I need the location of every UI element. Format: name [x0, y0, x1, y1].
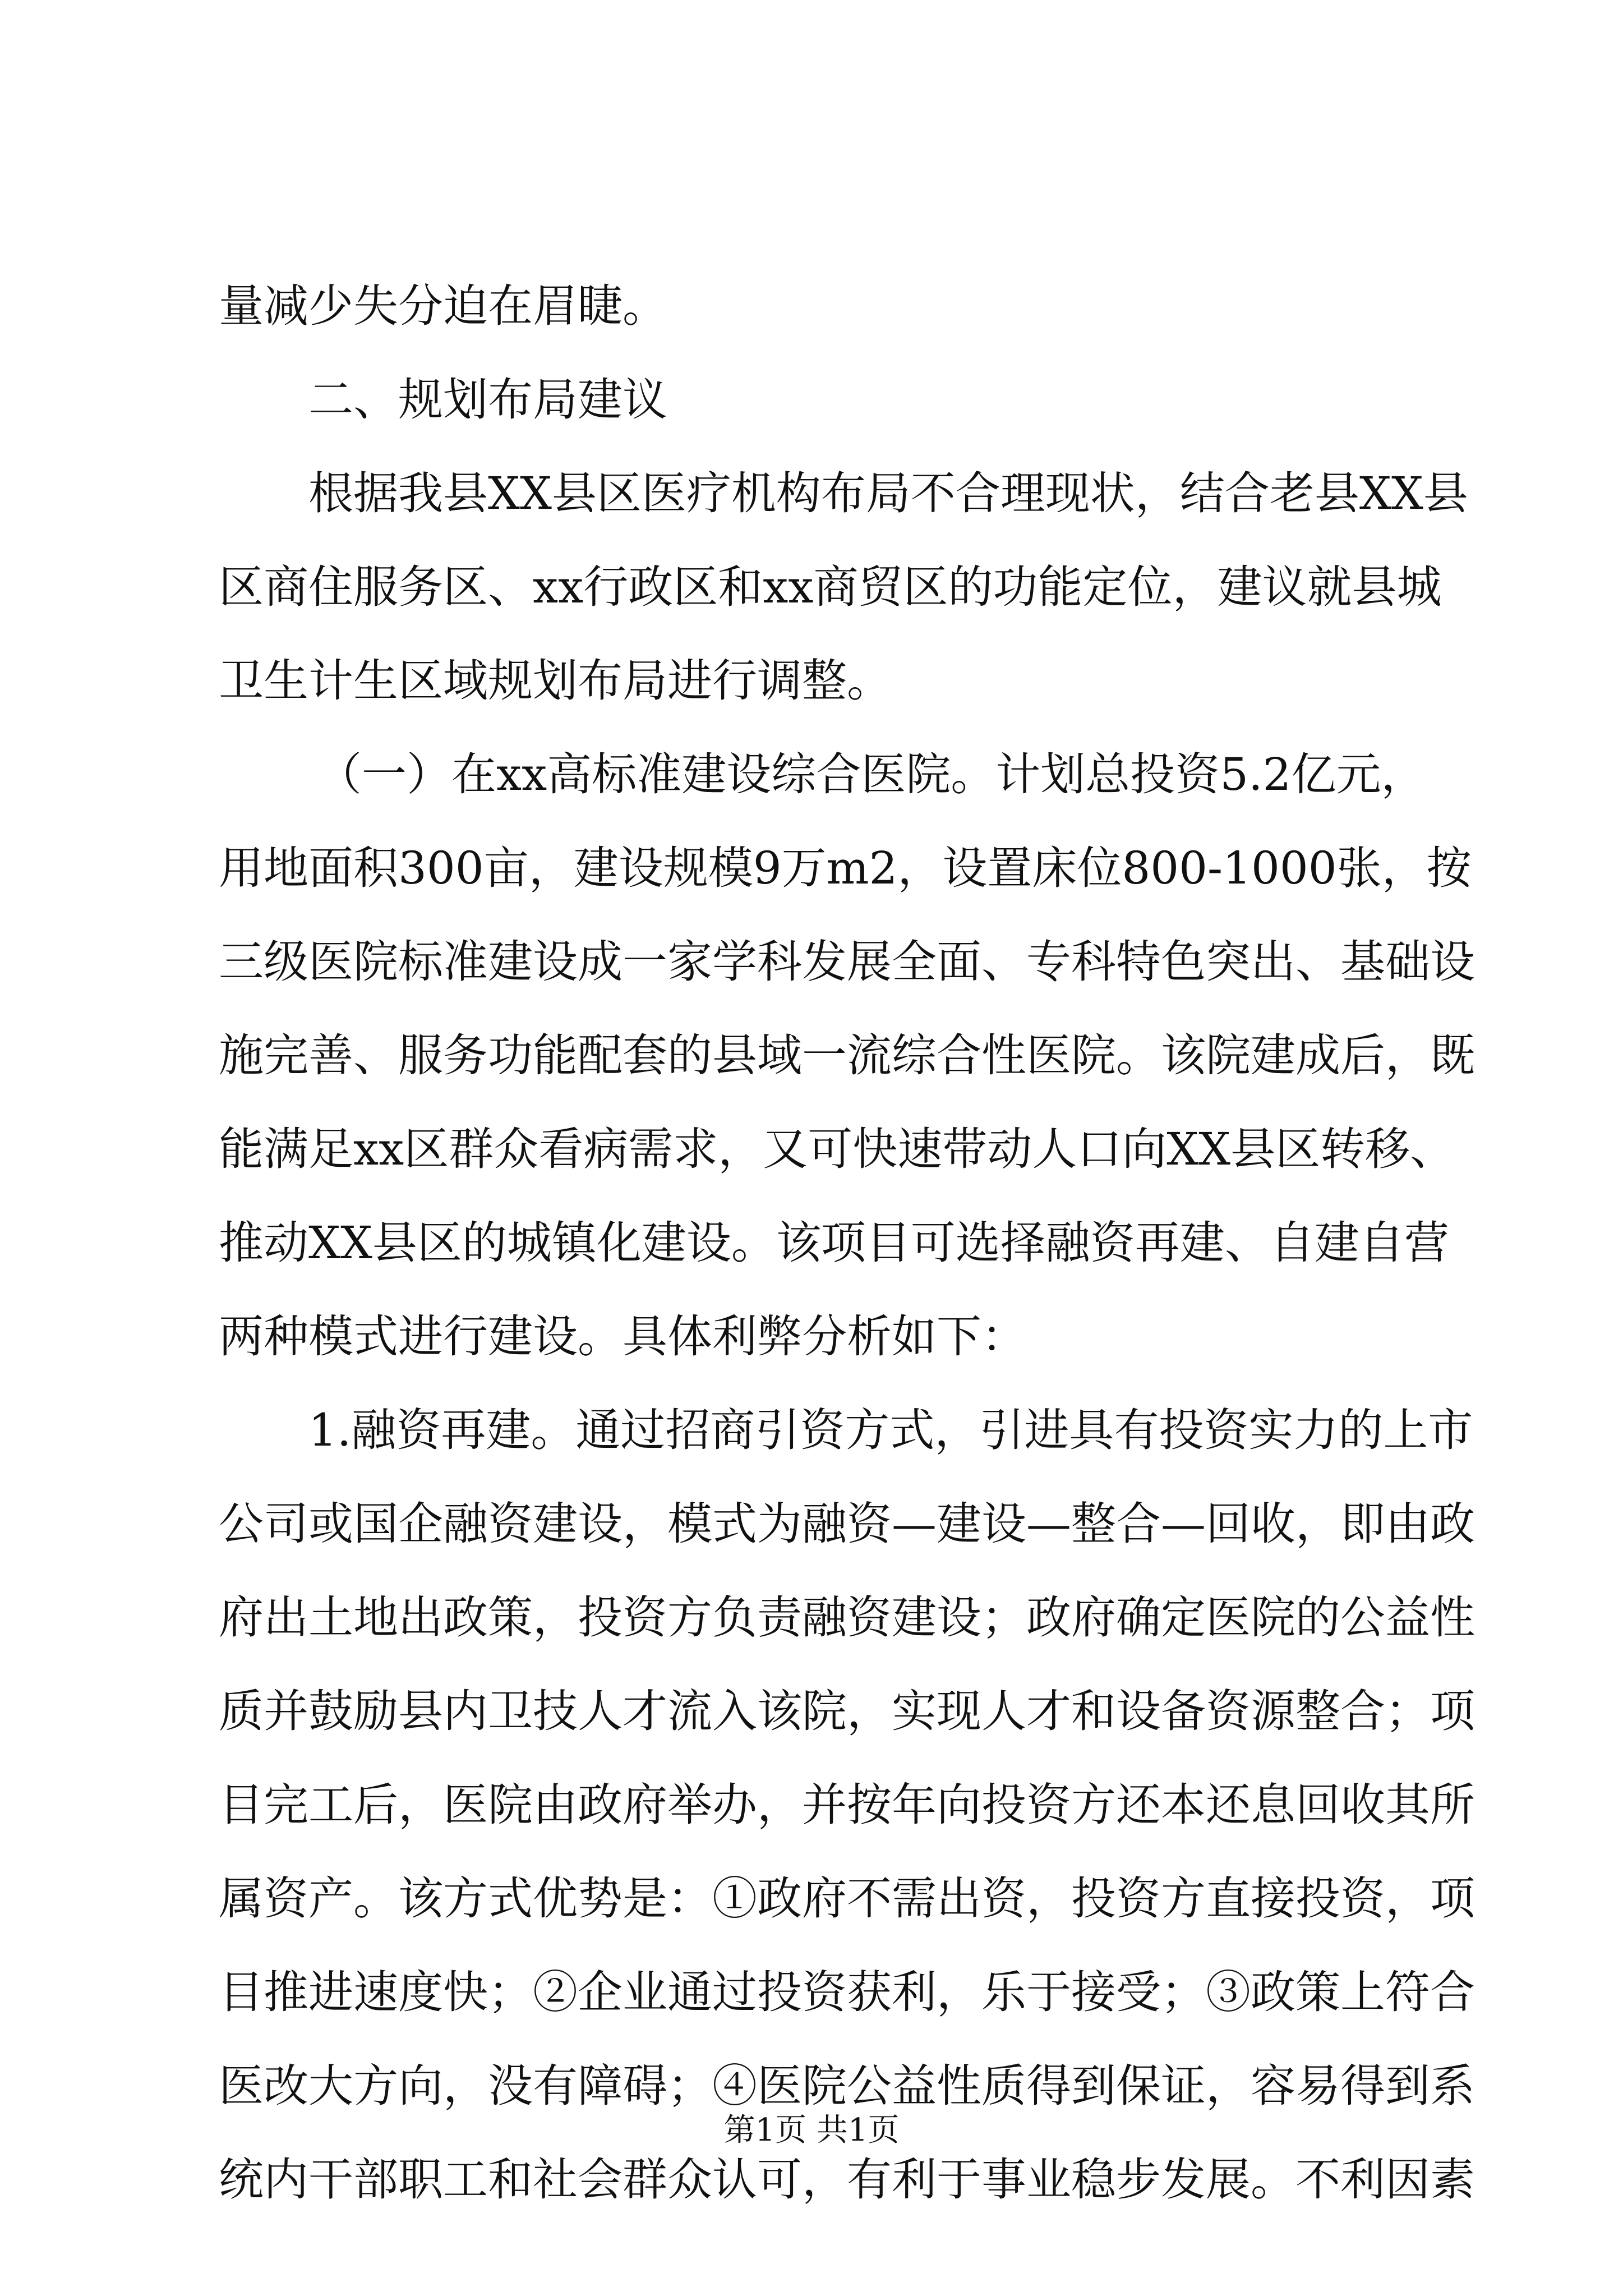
text-line: 推动XX县区的城镇化建设。该项目可选择融资再建、自建自营 [219, 1217, 1449, 1269]
text-line: 根据我县XX县区医疗机构布局不合理现状，结合老县XX县 [308, 467, 1468, 519]
document-body [219, 259, 1475, 2226]
text-line: 目推进速度快；②企业通过投资获利，乐于接受；③政策上符合 [219, 1966, 1475, 2018]
text-line: 施完善、服务功能配套的县域一流综合性医院。该院建成后，既 [219, 1029, 1475, 1082]
text-line: 统内干部职工和社会群众认可，有利于事业稳步发展。不利因素 [219, 2154, 1475, 2206]
text-line: 量减少失分迫在眉睫。 [219, 280, 667, 332]
text-line: 两种模式进行建设。具体利弊分析如下： [219, 1310, 1026, 1363]
section-heading: 二、规划布局建议 [308, 374, 667, 426]
text-line: 属资产。该方式优势是：①政府不需出资，投资方直接投资，项 [219, 1872, 1475, 1925]
text-line: 能满足xx区群众看病需求，又可快速带动人口向XX县区转移、 [219, 1123, 1455, 1175]
list-item-heading: 1.融资再建。通过招商引资方式，引进具有投资实力的上市 [308, 1404, 1473, 1456]
subsection-heading: （一）在xx高标准建设综合医院。计划总投资5.2亿元， [317, 748, 1426, 800]
text-line: 目完工后，医院由政府举办，并按年向投资方还本还息回收其所 [219, 1779, 1475, 1831]
text-line: 府出土地出政策，投资方负责融资建设；政府确定医院的公益性 [219, 1591, 1475, 1644]
text-line: 卫生计生区域规划布局进行调整。 [219, 655, 892, 707]
page-footer [0, 2108, 1623, 2153]
text-line: 公司或国企融资建设，模式为融资—建设—整合—回收，即由政 [219, 1498, 1475, 1550]
page-number-label: 第1页 共1页 [723, 2112, 900, 2148]
text-line: 医改大方向，没有障碍；④医院公益性质得到保证，容易得到系 [219, 2060, 1475, 2112]
text-line: 用地面积300亩，建设规模9万m2，设置床位800-1000张，按 [219, 842, 1472, 894]
text-line: 质并鼓励县内卫技人才流入该院，实现人才和设备资源整合；项 [219, 1685, 1475, 1737]
text-line: 区商住服务区、xx行政区和xx商贸区的功能定位，建议就县城 [219, 561, 1442, 613]
text-line: 三级医院标准建设成一家学科发展全面、专科特色突出、基础设 [219, 936, 1475, 988]
